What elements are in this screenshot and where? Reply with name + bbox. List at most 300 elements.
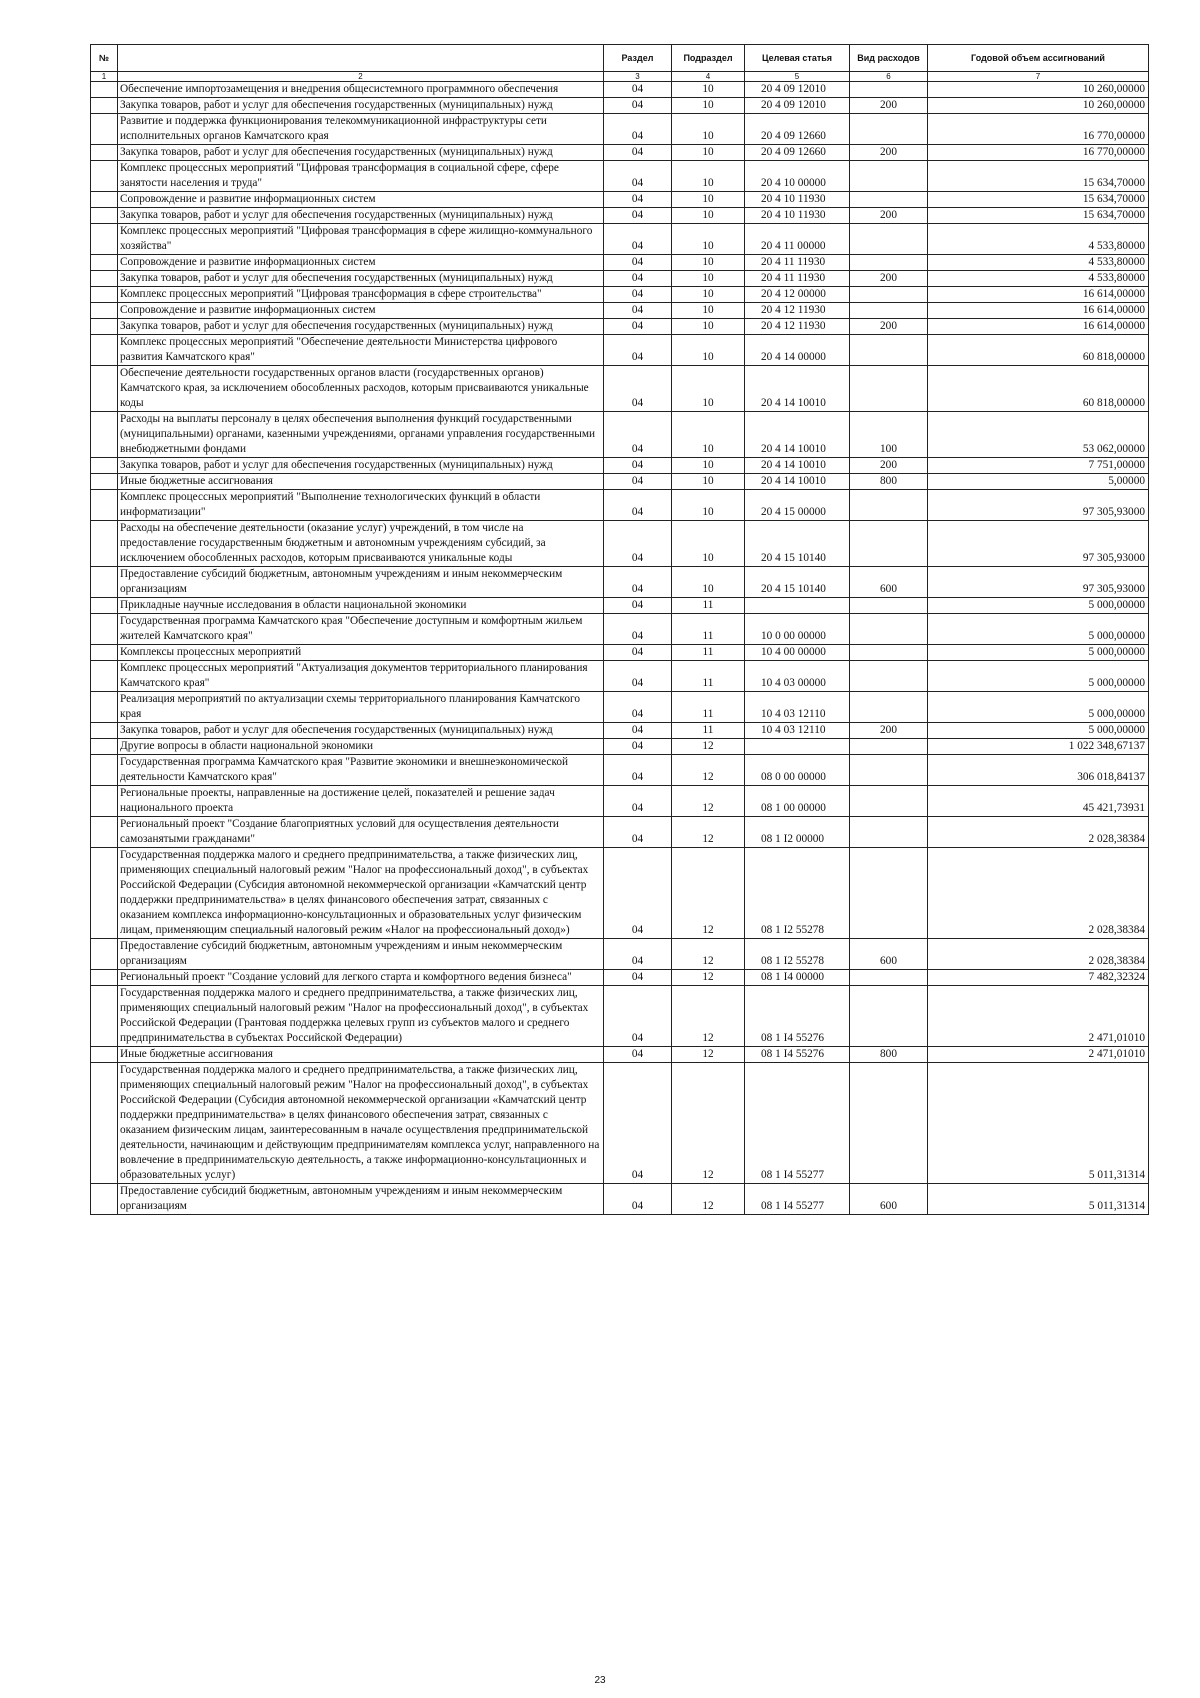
table-row [91,335,1149,366]
row-section: 04 [604,412,672,458]
table-row [91,458,1149,474]
row-section: 04 [604,848,672,939]
row-name: Иные бюджетные ассигнования [118,474,604,490]
row-subsection: 12 [672,986,745,1047]
row-section: 04 [604,567,672,598]
row-subsection: 10 [672,287,745,303]
column-number: 7 [928,72,1149,82]
row-amount: 5 000,00000 [928,723,1149,739]
row-expense [850,287,928,303]
row-expense [850,335,928,366]
row-target: 10 4 00 00000 [745,645,850,661]
row-subsection: 10 [672,114,745,145]
row-section: 04 [604,192,672,208]
row-section: 04 [604,335,672,366]
row-name: Обеспечение деятельности государственных органов власти (государственных органов) Камчатского края, за исключением обособленных расходов, которым присваиваются уникальные коды [118,366,604,412]
row-subsection: 11 [672,723,745,739]
row-amount: 4 533,80000 [928,255,1149,271]
row-target: 08 1 I4 55277 [745,1184,850,1215]
row-number [91,598,118,614]
row-section: 04 [604,474,672,490]
row-target: 08 1 I2 55278 [745,848,850,939]
row-target: 20 4 15 00000 [745,490,850,521]
table-row [91,474,1149,490]
header-name [118,45,604,72]
row-expense [850,1063,928,1184]
row-target: 20 4 14 10010 [745,412,850,458]
row-number [91,208,118,224]
row-expense: 200 [850,723,928,739]
row-amount: 10 260,00000 [928,82,1149,98]
table-row [91,692,1149,723]
row-expense [850,255,928,271]
row-subsection: 10 [672,474,745,490]
row-name: Региональный проект "Создание благоприятных условий для осуществления деятельности самозанятыми гражданами" [118,817,604,848]
row-amount: 7 751,00000 [928,458,1149,474]
row-expense: 200 [850,458,928,474]
row-name: Государственная программа Камчатского края "Обеспечение доступным и комфортным жильем жителей Камчатского края" [118,614,604,645]
table-row [91,161,1149,192]
row-target: 08 1 I4 55276 [745,986,850,1047]
row-name: Реализация мероприятий по актуализации схемы территориального планирования Камчатского края [118,692,604,723]
row-amount: 53 062,00000 [928,412,1149,458]
table-row [91,1047,1149,1063]
table-row [91,82,1149,98]
column-number-row [91,72,1149,82]
row-target: 20 4 14 00000 [745,335,850,366]
row-expense [850,490,928,521]
table-row [91,366,1149,412]
table-row [91,98,1149,114]
row-section: 04 [604,692,672,723]
row-target: 20 4 15 10140 [745,521,850,567]
row-name: Региональный проект "Создание условий для легкого старта и комфортного ведения бизнеса" [118,970,604,986]
row-subsection: 10 [672,412,745,458]
row-amount: 16 614,00000 [928,303,1149,319]
row-name: Сопровождение и развитие информационных систем [118,255,604,271]
row-amount: 60 818,00000 [928,335,1149,366]
row-amount: 1 022 348,67137 [928,739,1149,755]
row-name: Комплекс процессных мероприятий "Цифровая трансформация в сфере жилищно-коммунального хозяйства" [118,224,604,255]
row-target: 20 4 09 12660 [745,145,850,161]
row-name: Комплексы процессных мероприятий [118,645,604,661]
row-subsection: 11 [672,692,745,723]
row-subsection: 10 [672,490,745,521]
row-section: 04 [604,723,672,739]
row-number [91,335,118,366]
row-subsection: 10 [672,192,745,208]
row-section: 04 [604,1047,672,1063]
row-target: 10 4 03 12110 [745,692,850,723]
row-subsection: 10 [672,335,745,366]
row-number [91,614,118,645]
row-target: 20 4 12 11930 [745,303,850,319]
row-number [91,114,118,145]
row-section: 04 [604,598,672,614]
row-amount: 16 614,00000 [928,287,1149,303]
table-row [91,786,1149,817]
row-number [91,474,118,490]
table-row [91,145,1149,161]
row-subsection: 12 [672,939,745,970]
table-row [91,521,1149,567]
row-amount: 5,00000 [928,474,1149,490]
row-name: Закупка товаров, работ и услуг для обеспечения государственных (муниципальных) нужд [118,98,604,114]
row-section: 04 [604,114,672,145]
table-row [91,271,1149,287]
row-number [91,848,118,939]
row-number [91,755,118,786]
row-section: 04 [604,1063,672,1184]
table-row [91,661,1149,692]
row-expense [850,366,928,412]
row-subsection: 10 [672,458,745,474]
row-expense [850,645,928,661]
row-number [91,145,118,161]
table-row [91,224,1149,255]
row-number [91,739,118,755]
row-section: 04 [604,271,672,287]
row-expense [850,817,928,848]
row-number [91,271,118,287]
row-number [91,786,118,817]
row-section: 04 [604,208,672,224]
row-section: 04 [604,521,672,567]
table-row [91,114,1149,145]
row-amount: 15 634,70000 [928,208,1149,224]
row-target: 20 4 14 10010 [745,366,850,412]
row-number [91,366,118,412]
row-amount: 10 260,00000 [928,98,1149,114]
row-amount: 97 305,93000 [928,567,1149,598]
table-row [91,986,1149,1047]
row-name: Обеспечение импортозамещения и внедрения общесистемного программного обеспечения [118,82,604,98]
row-subsection: 11 [672,645,745,661]
row-subsection: 11 [672,614,745,645]
row-number [91,303,118,319]
row-subsection: 12 [672,1063,745,1184]
row-expense: 600 [850,939,928,970]
row-expense [850,303,928,319]
column-number: 6 [850,72,928,82]
row-name: Расходы на обеспечение деятельности (оказание услуг) учреждений, в том числе на предоставление государственным бюджетным и автономным учреждениям субсидий, за исключением обособленных расходов, которым присваиваются уникальные коды [118,521,604,567]
table-row [91,645,1149,661]
row-expense [850,114,928,145]
row-section: 04 [604,287,672,303]
row-subsection: 10 [672,271,745,287]
row-subsection: 11 [672,661,745,692]
row-number [91,192,118,208]
row-expense [850,161,928,192]
row-name: Закупка товаров, работ и услуг для обеспечения государственных (муниципальных) нужд [118,723,604,739]
row-name: Иные бюджетные ассигнования [118,1047,604,1063]
row-subsection: 12 [672,755,745,786]
header-row [91,45,1149,72]
row-section: 04 [604,645,672,661]
row-amount: 5 000,00000 [928,645,1149,661]
column-number: 5 [745,72,850,82]
table-row [91,255,1149,271]
row-target: 20 4 15 10140 [745,567,850,598]
row-expense [850,521,928,567]
table-row [91,970,1149,986]
row-expense [850,614,928,645]
row-number [91,1184,118,1215]
row-amount: 7 482,32324 [928,970,1149,986]
row-name: Комплекс процессных мероприятий "Обеспечение деятельности Министерства цифрового развития Камчатского края" [118,335,604,366]
row-section: 04 [604,661,672,692]
row-number [91,723,118,739]
row-amount: 5 000,00000 [928,661,1149,692]
row-number [91,319,118,335]
row-amount: 4 533,80000 [928,224,1149,255]
row-name: Другие вопросы в области национальной экономики [118,739,604,755]
row-expense [850,82,928,98]
table-row [91,303,1149,319]
row-section: 04 [604,458,672,474]
row-name: Государственная поддержка малого и среднего предпринимательства, а также физических лиц, применяющих специальный налоговый режим "Налог на профессиональный доход", в субъектах Российской Федерации (Субсидия автономной некоммерческой организации «Камчатский центр поддержки предпринимательства» в целях финансового обеспечения затрат, связанных с оказанием комплекса информационно-консультационных и образовательных услуг физическим лицам, применяющим специальный налоговый режим «Налог на профессиональный доход») [118,848,604,939]
row-amount: 16 770,00000 [928,114,1149,145]
row-target: 20 4 14 10010 [745,474,850,490]
budget-table [90,44,1149,1215]
row-amount: 60 818,00000 [928,366,1149,412]
row-name: Расходы на выплаты персоналу в целях обеспечения выполнения функций государственными (муниципальными) органами, казенными учреждениями, органами управления государственными внебюджетными фондами [118,412,604,458]
row-target [745,739,850,755]
table-row [91,1063,1149,1184]
row-expense: 600 [850,1184,928,1215]
row-target: 20 4 11 11930 [745,255,850,271]
row-number [91,817,118,848]
column-number: 4 [672,72,745,82]
row-name: Предоставление субсидий бюджетным, автономным учреждениям и иным некоммерческим организациям [118,567,604,598]
header-amount: Годовой объем ассигнований [928,45,1149,72]
row-target: 20 4 11 00000 [745,224,850,255]
table-row [91,412,1149,458]
row-target: 20 4 09 12010 [745,82,850,98]
header-section: Раздел [604,45,672,72]
row-number [91,490,118,521]
row-name: Предоставление субсидий бюджетным, автономным учреждениям и иным некоммерческим организациям [118,1184,604,1215]
row-section: 04 [604,939,672,970]
row-number [91,458,118,474]
row-amount: 15 634,70000 [928,192,1149,208]
row-target: 10 4 03 00000 [745,661,850,692]
row-target: 20 4 09 12660 [745,114,850,145]
column-number: 2 [118,72,604,82]
row-expense [850,786,928,817]
row-name: Закупка товаров, работ и услуг для обеспечения государственных (муниципальных) нужд [118,271,604,287]
table-row [91,848,1149,939]
row-number [91,82,118,98]
row-subsection: 10 [672,145,745,161]
row-target: 20 4 12 00000 [745,287,850,303]
row-target: 10 4 03 12110 [745,723,850,739]
row-target: 20 4 14 10010 [745,458,850,474]
row-amount: 5 000,00000 [928,692,1149,723]
row-expense [850,848,928,939]
row-amount: 2 471,01010 [928,986,1149,1047]
row-subsection: 10 [672,161,745,192]
table-row [91,208,1149,224]
row-subsection: 12 [672,970,745,986]
row-target: 08 1 I2 00000 [745,817,850,848]
row-section: 04 [604,303,672,319]
row-section: 04 [604,145,672,161]
row-expense [850,755,928,786]
row-section: 04 [604,817,672,848]
row-name: Государственная программа Камчатского края "Развитие экономики и внешнеэкономической деятельности Камчатского края" [118,755,604,786]
header-expense: Вид расходов [850,45,928,72]
table-row [91,817,1149,848]
row-number [91,645,118,661]
row-number [91,661,118,692]
table-row [91,939,1149,970]
row-target: 08 0 00 00000 [745,755,850,786]
column-number: 1 [91,72,118,82]
header-target: Целевая статья [745,45,850,72]
row-amount: 16 770,00000 [928,145,1149,161]
row-target: 08 1 00 00000 [745,786,850,817]
row-section: 04 [604,614,672,645]
row-expense [850,598,928,614]
row-target: 20 4 12 11930 [745,319,850,335]
row-name: Предоставление субсидий бюджетным, автономным учреждениям и иным некоммерческим организациям [118,939,604,970]
row-section: 04 [604,82,672,98]
row-expense: 200 [850,208,928,224]
row-amount: 16 614,00000 [928,319,1149,335]
header-subsection: Подраздел [672,45,745,72]
row-target: 20 4 10 11930 [745,192,850,208]
row-expense: 800 [850,474,928,490]
row-subsection: 10 [672,521,745,567]
row-expense [850,970,928,986]
row-amount: 4 533,80000 [928,271,1149,287]
row-number [91,567,118,598]
row-subsection: 12 [672,1047,745,1063]
row-number [91,939,118,970]
row-expense: 200 [850,98,928,114]
row-subsection: 10 [672,98,745,114]
table-row [91,614,1149,645]
row-name: Закупка товаров, работ и услуг для обеспечения государственных (муниципальных) нужд [118,145,604,161]
row-subsection: 12 [672,817,745,848]
row-expense [850,192,928,208]
row-number [91,412,118,458]
row-section: 04 [604,490,672,521]
row-subsection: 10 [672,366,745,412]
row-number [91,161,118,192]
row-section: 04 [604,1184,672,1215]
row-section: 04 [604,986,672,1047]
row-name: Развитие и поддержка функционирования телекоммуникационной инфраструктуры сети исполнительных органов Камчатского края [118,114,604,145]
row-subsection: 12 [672,1184,745,1215]
row-number [91,224,118,255]
row-expense: 800 [850,1047,928,1063]
row-amount: 306 018,84137 [928,755,1149,786]
row-subsection: 12 [672,786,745,817]
row-section: 04 [604,739,672,755]
row-expense [850,661,928,692]
table-row [91,598,1149,614]
row-subsection: 11 [672,598,745,614]
row-number [91,986,118,1047]
row-name: Региональные проекты, направленные на достижение целей, показателей и решение задач национального проекта [118,786,604,817]
row-target: 20 4 11 11930 [745,271,850,287]
row-amount: 2 471,01010 [928,1047,1149,1063]
header-num: № [91,45,118,72]
table-row [91,192,1149,208]
row-section: 04 [604,255,672,271]
row-subsection: 12 [672,739,745,755]
budget-table-sheet [90,44,1148,1215]
row-expense [850,986,928,1047]
row-number [91,1047,118,1063]
row-subsection: 10 [672,303,745,319]
row-amount: 5 011,31314 [928,1184,1149,1215]
row-expense [850,692,928,723]
table-body [91,82,1149,1215]
row-expense: 200 [850,319,928,335]
table-row [91,287,1149,303]
row-number [91,521,118,567]
row-amount: 2 028,38384 [928,817,1149,848]
row-target: 08 1 I4 55276 [745,1047,850,1063]
row-name: Комплекс процессных мероприятий "Актуализация документов территориального планирования Камчатского края" [118,661,604,692]
row-amount: 15 634,70000 [928,161,1149,192]
row-amount: 2 028,38384 [928,848,1149,939]
row-name: Государственная поддержка малого и среднего предпринимательства, а также физических лиц, применяющих специальный налоговый режим "Налог на профессиональный доход", в субъектах Российской Федерации (Субсидия автономной некоммерческой организации «Камчатский центр поддержки предпринимательства» в целях финансового обеспечения затрат, связанных с оказанием физическим лицам, заинтересованным в начале осуществления предпринимательской деятельности, начинающим и действующим предпринимателям комплекса услуг, направленного на вовлечение в предпринимательскую деятельность, а также информационно-консультационных и образовательных услуг) [118,1063,604,1184]
row-subsection: 10 [672,82,745,98]
table-row [91,567,1149,598]
column-number: 3 [604,72,672,82]
row-amount: 5 000,00000 [928,598,1149,614]
row-name: Сопровождение и развитие информационных систем [118,303,604,319]
row-expense: 600 [850,567,928,598]
table-row [91,755,1149,786]
row-subsection: 10 [672,255,745,271]
row-name: Сопровождение и развитие информационных систем [118,192,604,208]
row-name: Прикладные научные исследования в области национальной экономики [118,598,604,614]
row-expense: 200 [850,271,928,287]
row-amount: 45 421,73931 [928,786,1149,817]
table-row [91,739,1149,755]
row-name: Закупка товаров, работ и услуг для обеспечения государственных (муниципальных) нужд [118,458,604,474]
row-target: 08 1 I4 00000 [745,970,850,986]
row-section: 04 [604,786,672,817]
row-subsection: 10 [672,224,745,255]
row-target: 20 4 09 12010 [745,98,850,114]
row-section: 04 [604,366,672,412]
row-number [91,98,118,114]
row-section: 04 [604,755,672,786]
row-amount: 5 000,00000 [928,614,1149,645]
row-target: 20 4 10 00000 [745,161,850,192]
row-number [91,692,118,723]
row-section: 04 [604,319,672,335]
row-name: Комплекс процессных мероприятий "Выполнение технологических функций в области информатизации" [118,490,604,521]
row-name: Закупка товаров, работ и услуг для обеспечения государственных (муниципальных) нужд [118,208,604,224]
row-subsection: 10 [672,208,745,224]
row-section: 04 [604,224,672,255]
row-expense [850,224,928,255]
row-amount: 97 305,93000 [928,490,1149,521]
row-section: 04 [604,161,672,192]
row-section: 04 [604,970,672,986]
row-name: Государственная поддержка малого и среднего предпринимательства, а также физических лиц, применяющих специальный налоговый режим "Налог на профессиональный доход", в субъектах Российской Федерации (Грантовая поддержка целевых групп из субъектов малого и среднего предпринимательства в субъектах Российской Федерации) [118,986,604,1047]
row-amount: 5 011,31314 [928,1063,1149,1184]
row-target: 08 1 I4 55277 [745,1063,850,1184]
table-row [91,490,1149,521]
